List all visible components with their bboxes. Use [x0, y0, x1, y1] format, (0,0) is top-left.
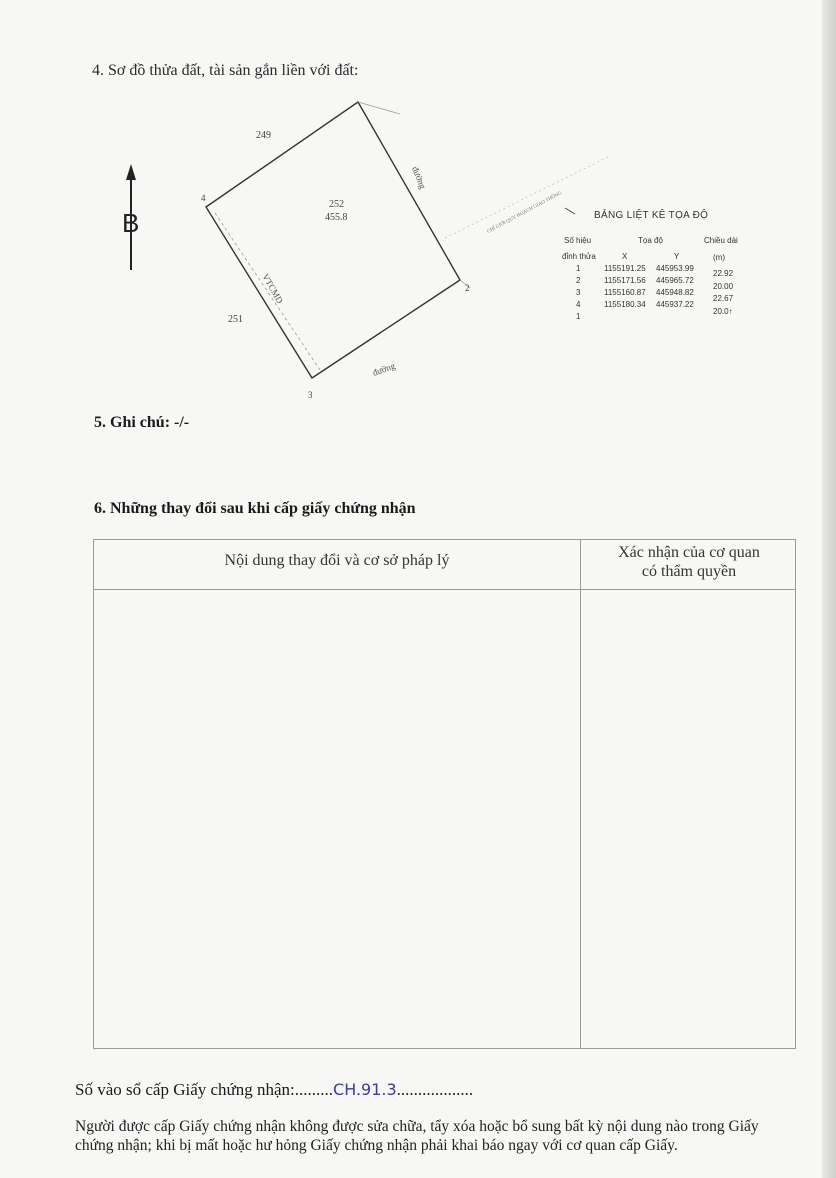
registration-number: CH.91.3 — [333, 1080, 397, 1099]
row-point: 4 — [576, 300, 581, 309]
coordinate-table-title: BẢNG LIỆT KÊ TỌA ĐỘ — [594, 210, 709, 221]
header-length: Chiều dài — [704, 236, 738, 245]
north-label: B — [122, 208, 140, 238]
road-label: đường — [371, 360, 397, 378]
section4-title: 4. Sơ đồ thửa đất, tài sản gắn liền với đất: — [92, 62, 359, 79]
row-x: 1155191.25 — [604, 264, 646, 273]
row-x: 1155160.87 — [604, 288, 646, 297]
parcel-area: 455.8 — [325, 212, 348, 223]
row-point: 2 — [576, 276, 581, 285]
neighbor-left: 251 — [228, 314, 243, 325]
row-length: 20.00 — [713, 282, 734, 291]
row-point: 1 — [576, 312, 581, 321]
row-y: 445965.72 — [656, 276, 694, 285]
section5-title: 5. Ghi chú: -/- — [94, 414, 190, 431]
header-y: Y — [674, 252, 680, 261]
parcel-outline — [206, 102, 460, 378]
header-point: Số hiệu — [564, 236, 592, 245]
row-x: 1155180.34 — [604, 300, 646, 309]
vtcmd-label: VTCMD — [260, 272, 286, 306]
row-y: 445937.22 — [656, 300, 694, 309]
table-header-rule — [94, 589, 795, 590]
header-x: X — [622, 252, 628, 261]
planning-boundary-label: CHỈ GIỚI QUY HOẠCH GIAO THÔNG — [486, 191, 563, 235]
vtcmd-edge — [215, 213, 320, 370]
north-arrow-head-icon — [126, 164, 136, 180]
header-point-2: đỉnh thửa — [562, 252, 596, 261]
header-length-unit: (m) — [713, 253, 725, 262]
page-edge — [822, 0, 836, 1178]
planning-boundary-line — [445, 156, 610, 238]
registration-dots-after: .................. — [396, 1080, 474, 1099]
registration-line — [75, 1080, 473, 1100]
road-label-side: đường — [410, 165, 429, 191]
column-header-confirmation-line1: Xác nhận của cơ quan — [618, 544, 760, 561]
row-x: 1155171.56 — [604, 276, 646, 285]
footer-note: Người được cấp Giấy chứng nhận không được sửa chữa, tẩy xóa hoặc bổ sung bất kỳ nội dung nào trong Giấy chứng nhận; khi bị mất hoặc hư hỏng Giấy chứng nhận phải khai báo ngay với cơ quan cấp Giấy. — [75, 1118, 759, 1154]
table-divider — [580, 540, 581, 1048]
column-header-content: Nội dung thay đổi và cơ sở pháp lý — [224, 552, 450, 569]
registration-label: Số vào sổ cấp Giấy chứng nhận: — [75, 1080, 295, 1099]
neighbor-top: 249 — [256, 130, 271, 141]
changes-table — [93, 539, 796, 1049]
vertex-3: 3 — [308, 390, 313, 400]
registration-dots-before: ......... — [294, 1080, 334, 1099]
row-y: 445948.82 — [656, 288, 694, 297]
parcel-number: 252 — [329, 199, 344, 210]
row-length: 22.67 — [713, 294, 734, 303]
row-y: 445953.99 — [656, 264, 694, 273]
row-point: 1 — [576, 264, 581, 273]
section6-title: 6. Những thay đổi sau khi cấp giấy chứng nhận — [94, 500, 416, 517]
row-point: 3 — [576, 288, 581, 297]
row-length: 22.92 — [713, 269, 734, 278]
land-parcel-map — [0, 90, 620, 420]
header-coord: Tọa độ — [638, 236, 663, 245]
vertex-4: 4 — [201, 193, 206, 203]
column-header-confirmation — [581, 543, 797, 581]
column-header-confirmation-line2: có thẩm quyền — [641, 563, 737, 580]
planning-arrow-icon — [565, 208, 575, 214]
row-length: 20.0↑ — [713, 307, 733, 316]
vertex-2: 2 — [465, 283, 470, 293]
